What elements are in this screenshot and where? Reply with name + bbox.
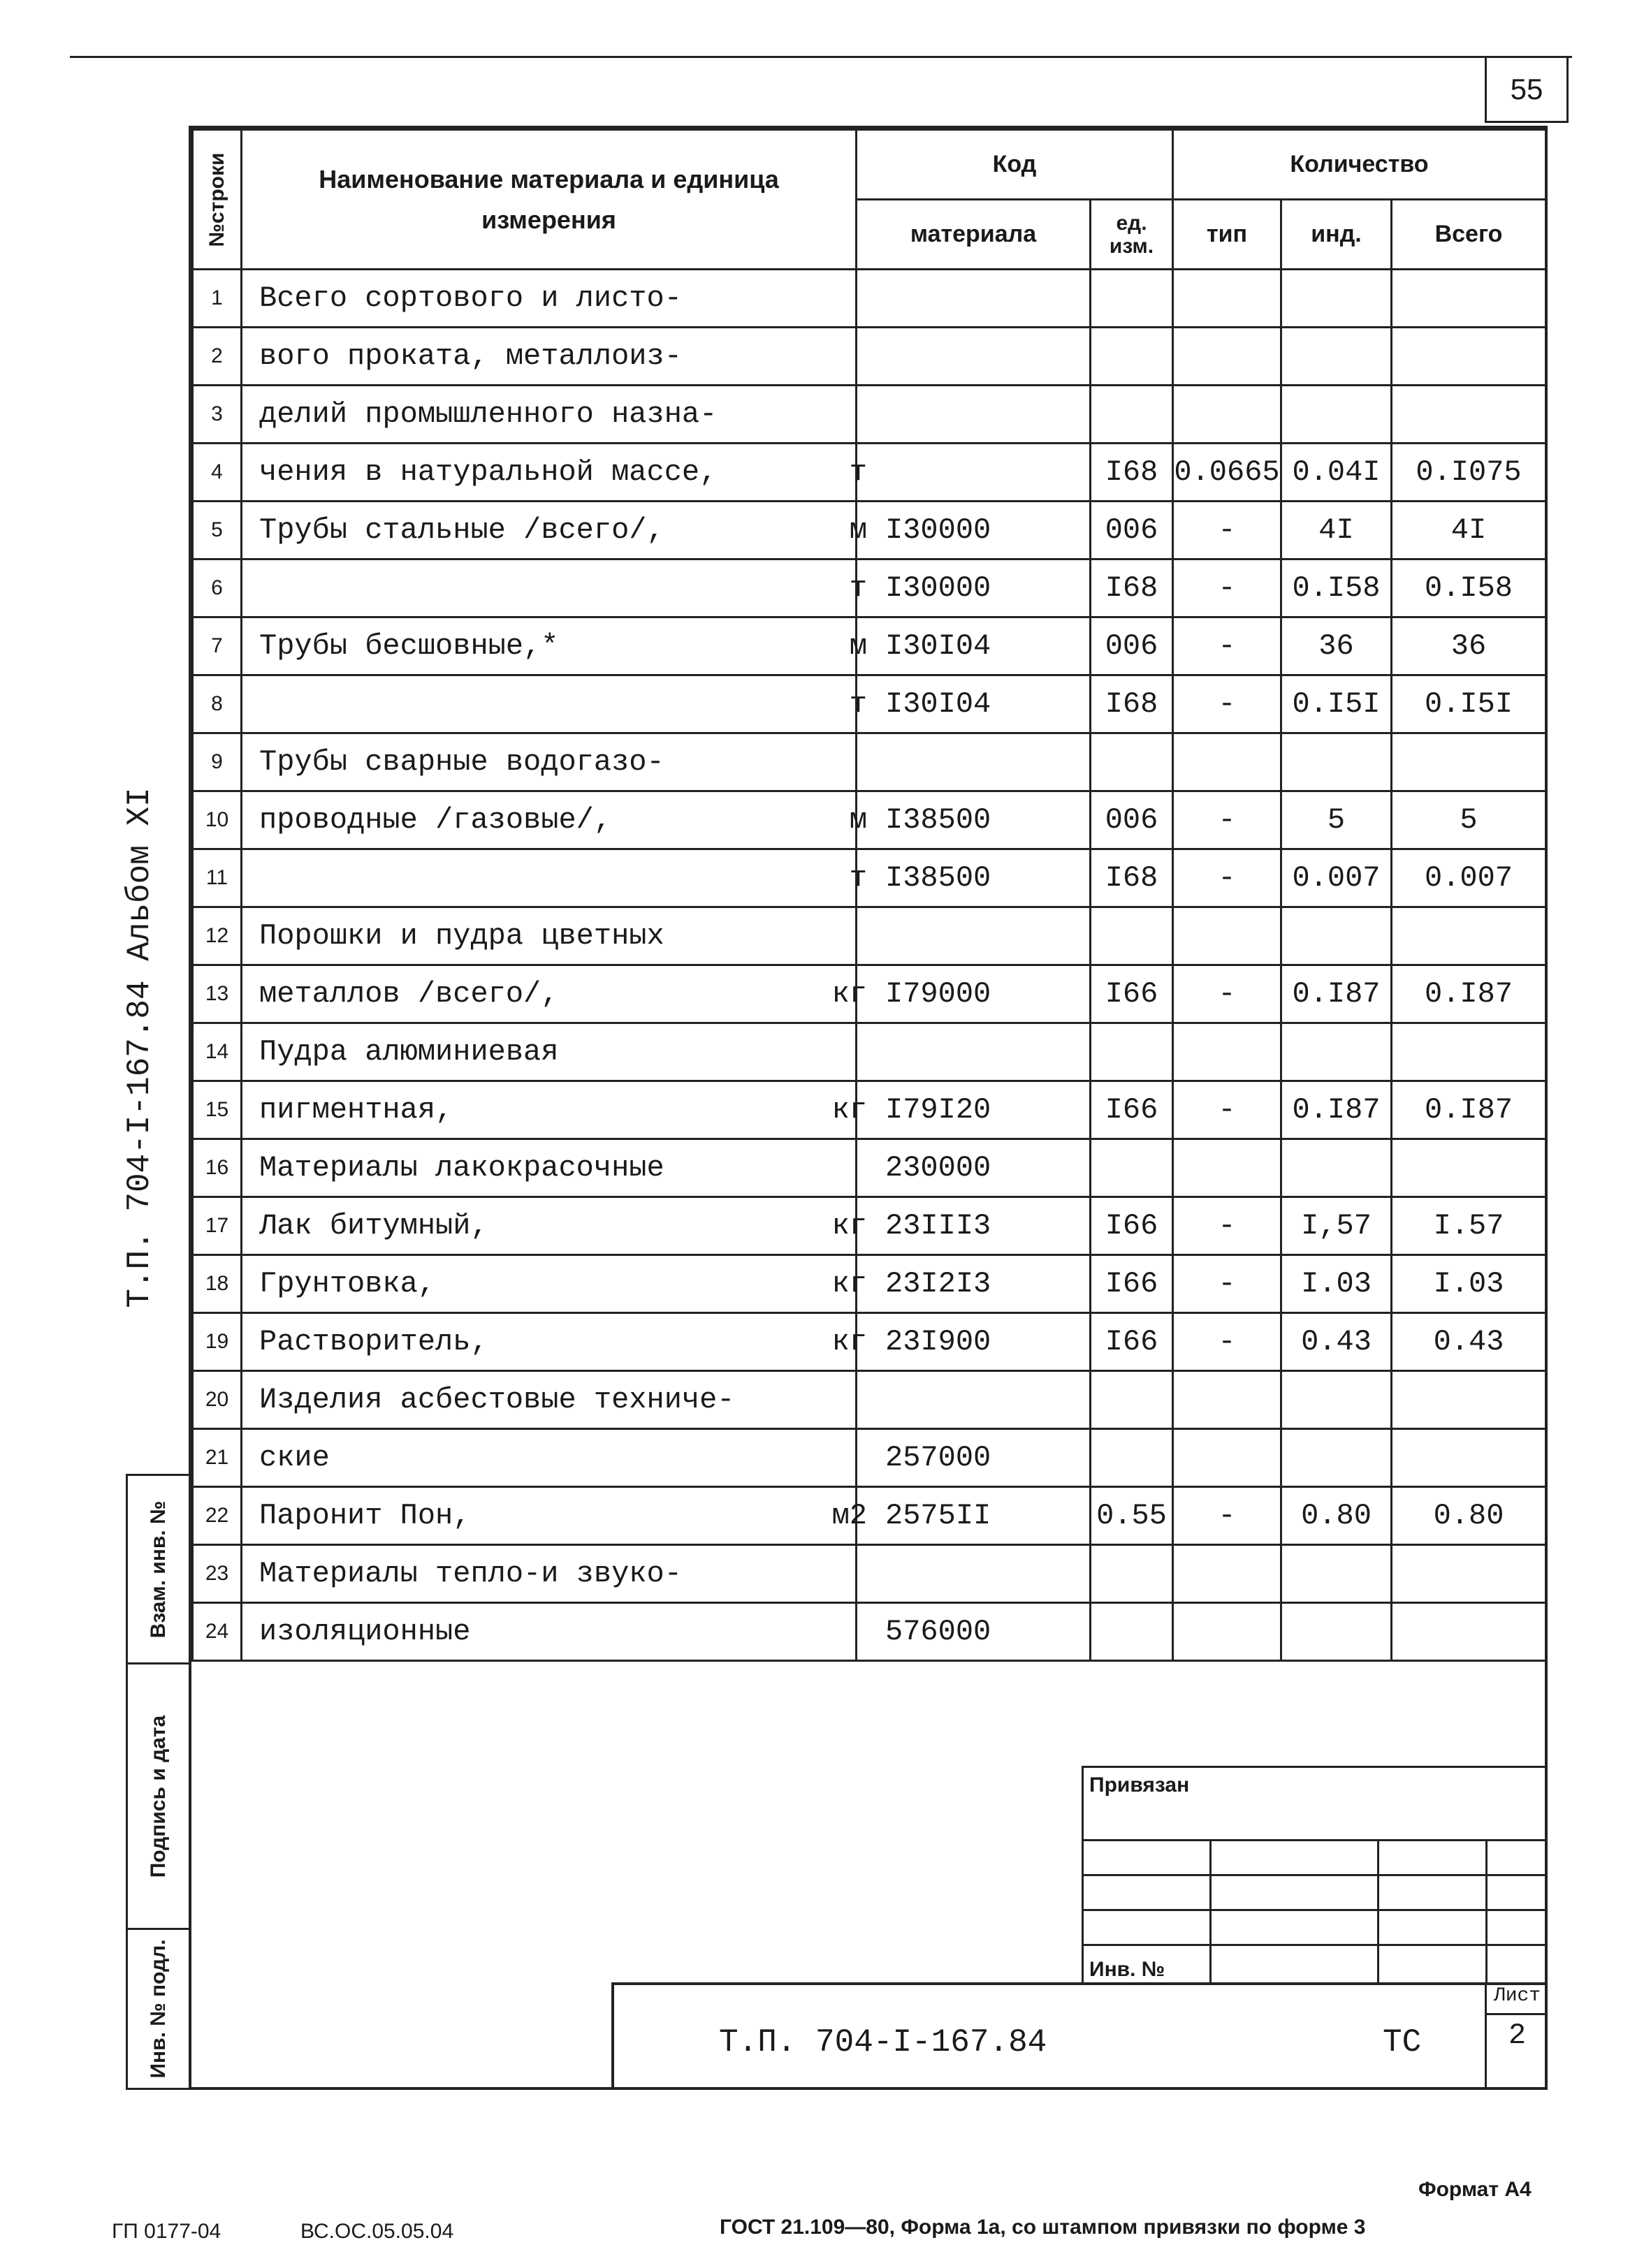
row-number: 17 — [193, 1197, 242, 1255]
footer-format: Формат А4 — [1418, 2178, 1532, 2201]
row-number: 3 — [193, 386, 242, 444]
header-qty-ind: инд. — [1281, 200, 1392, 270]
material-name: Трубы бесшовные,* — [259, 629, 559, 663]
row-number: 5 — [193, 502, 242, 559]
material-name: Всего сортового и листо- — [259, 281, 682, 315]
side-stamp-cell — [128, 1476, 189, 1665]
material-name-cell — [242, 1197, 867, 1255]
material-code: I30I04 — [857, 675, 1091, 733]
material-code — [857, 386, 1091, 444]
qty-type — [1173, 270, 1281, 328]
material-name-cell — [242, 1371, 857, 1429]
footer-left: ГП 0177-04 — [112, 2220, 221, 2243]
table-row — [193, 1139, 1546, 1197]
material-unit: кг — [831, 1267, 867, 1301]
row-number: 4 — [193, 444, 242, 502]
side-stamp-cell — [128, 1930, 189, 2088]
qty-type — [1173, 386, 1281, 444]
material-code: I30I04 — [857, 617, 1091, 675]
table-row — [193, 1081, 1546, 1139]
qty-type: - — [1173, 502, 1281, 559]
material-code — [857, 328, 1091, 386]
material-code — [857, 1545, 1091, 1603]
unit-code: I66 — [1091, 1197, 1173, 1255]
material-name-cell — [242, 386, 857, 444]
material-unit: м — [849, 629, 867, 663]
stamp-line — [1084, 1909, 1545, 1911]
binding-stamp-inv: Инв. № — [1089, 1958, 1165, 1981]
row-number: 20 — [193, 1371, 242, 1429]
material-name: чения в натуральной массе, — [259, 455, 718, 489]
material-code: 2575II — [857, 1487, 1091, 1545]
material-name: Материалы лакокрасочные — [259, 1151, 664, 1185]
row-number: 11 — [193, 849, 242, 907]
material-code: I79I20 — [857, 1081, 1091, 1139]
qty-type — [1173, 1545, 1281, 1603]
qty-total — [1392, 1429, 1546, 1487]
material-unit: т — [849, 455, 867, 489]
unit-code — [1091, 270, 1173, 328]
material-code: I30000 — [857, 559, 1091, 617]
qty-type: - — [1173, 791, 1281, 849]
unit-code — [1091, 907, 1173, 965]
table-row — [193, 502, 1546, 559]
material-code: I38500 — [857, 791, 1091, 849]
unit-code: I66 — [1091, 1313, 1173, 1371]
album-side-label-text: Т.П. 704-I-167.84 Альбом XI — [122, 787, 158, 1308]
qty-total: 0.I5I — [1392, 675, 1546, 733]
table-row — [193, 1197, 1546, 1255]
title-block — [611, 1982, 1545, 2090]
qty-ind: 4I — [1281, 502, 1392, 559]
qty-ind — [1281, 1023, 1392, 1081]
material-code: 576000 — [857, 1603, 1091, 1661]
row-number: 21 — [193, 1429, 242, 1487]
row-number: 7 — [193, 617, 242, 675]
qty-ind: 0.04I — [1281, 444, 1392, 502]
unit-code: I66 — [1091, 1081, 1173, 1139]
side-stamp-label: Инв. № подл. — [147, 1939, 170, 2079]
qty-ind: 0.I5I — [1281, 675, 1392, 733]
footer-right: ГОСТ 21.109—80, Форма 1а, со штампом привязки по форме 3 — [720, 2216, 1366, 2239]
sheet-number: 2 — [1508, 2019, 1527, 2052]
row-number: 22 — [193, 1487, 242, 1545]
qty-type: - — [1173, 1197, 1281, 1255]
unit-code — [1091, 1429, 1173, 1487]
qty-total — [1392, 1023, 1546, 1081]
qty-total: 4I — [1392, 502, 1546, 559]
material-name-cell — [242, 907, 857, 965]
stamp-line — [1209, 1839, 1212, 1984]
row-number: 10 — [193, 791, 242, 849]
row-number: 12 — [193, 907, 242, 965]
qty-total: 0.I87 — [1392, 965, 1546, 1023]
unit-code: I68 — [1091, 849, 1173, 907]
side-stamp-cell — [128, 1665, 189, 1930]
qty-ind — [1281, 328, 1392, 386]
table-row — [193, 559, 1546, 617]
unit-code: I68 — [1091, 444, 1173, 502]
qty-type: 0.0665 — [1173, 444, 1281, 502]
table-row — [193, 791, 1546, 849]
row-number: 8 — [193, 675, 242, 733]
table-row — [193, 965, 1546, 1023]
qty-ind — [1281, 1371, 1392, 1429]
material-name-cell — [242, 1255, 867, 1313]
material-unit: м — [849, 803, 867, 837]
qty-type — [1173, 1023, 1281, 1081]
table-row — [193, 1429, 1546, 1487]
material-name: ские — [259, 1441, 330, 1475]
qty-type: - — [1173, 849, 1281, 907]
material-name: металлов /всего/, — [259, 977, 559, 1011]
material-code: 257000 — [857, 1429, 1091, 1487]
table-row — [193, 328, 1546, 386]
unit-code — [1091, 733, 1173, 791]
material-unit: м2 — [831, 1499, 867, 1532]
material-name: Материалы тепло-и звуко- — [259, 1557, 682, 1590]
qty-total: 0.I87 — [1392, 1081, 1546, 1139]
unit-code — [1091, 1023, 1173, 1081]
material-code — [857, 907, 1091, 965]
material-name: Трубы стальные /всего/, — [259, 513, 664, 547]
table-row — [193, 1255, 1546, 1313]
qty-type: - — [1173, 1255, 1281, 1313]
table-row — [193, 675, 1546, 733]
qty-total: 5 — [1392, 791, 1546, 849]
qty-total: 36 — [1392, 617, 1546, 675]
qty-total — [1392, 270, 1546, 328]
qty-ind — [1281, 1603, 1392, 1661]
qty-total — [1392, 1545, 1546, 1603]
qty-type: - — [1173, 1487, 1281, 1545]
table-row — [193, 270, 1546, 328]
sheet-box — [1485, 1985, 1548, 2090]
material-name-cell — [242, 1313, 867, 1371]
material-unit: м — [849, 513, 867, 547]
row-number: 16 — [193, 1139, 242, 1197]
material-name-cell — [242, 559, 867, 617]
table-row — [193, 1603, 1546, 1661]
table-row — [193, 1313, 1546, 1371]
title-block-doc: ТС — [1383, 2024, 1422, 2061]
qty-ind: 0.007 — [1281, 849, 1392, 907]
material-name-cell — [242, 675, 867, 733]
material-name-cell — [242, 270, 857, 328]
material-unit: кг — [831, 1325, 867, 1359]
qty-type — [1173, 1371, 1281, 1429]
row-number: 6 — [193, 559, 242, 617]
qty-type: - — [1173, 1081, 1281, 1139]
qty-ind: I,57 — [1281, 1197, 1392, 1255]
side-stamp-label: Подпись и дата — [147, 1715, 170, 1878]
stamp-line — [1377, 1839, 1379, 1984]
material-unit: кг — [831, 1093, 867, 1127]
qty-ind: 0.I87 — [1281, 965, 1392, 1023]
material-name-cell — [242, 1023, 857, 1081]
qty-total — [1392, 386, 1546, 444]
qty-total: 0.80 — [1392, 1487, 1546, 1545]
material-name-cell — [242, 1545, 857, 1603]
materials-table — [191, 129, 1547, 1662]
unit-code: 006 — [1091, 617, 1173, 675]
qty-total: I.57 — [1392, 1197, 1546, 1255]
qty-type — [1173, 733, 1281, 791]
stamp-line — [1084, 1839, 1545, 1841]
side-stamp — [126, 1474, 191, 2090]
material-code: 23I2I3 — [857, 1255, 1091, 1313]
qty-type: - — [1173, 965, 1281, 1023]
header-row-number-text: №строки — [205, 152, 228, 247]
material-name: изоляционные — [259, 1615, 471, 1648]
material-code — [857, 444, 1091, 502]
qty-ind — [1281, 907, 1392, 965]
material-code: I38500 — [857, 849, 1091, 907]
unit-code: I68 — [1091, 675, 1173, 733]
header-material-name: Наименование материала и единица измерения — [242, 130, 857, 270]
header-code-group: Код — [857, 130, 1173, 200]
page-number: 55 — [1485, 56, 1569, 123]
row-number: 15 — [193, 1081, 242, 1139]
material-unit: т — [849, 861, 867, 895]
row-number: 13 — [193, 965, 242, 1023]
table-row — [193, 907, 1546, 965]
header-code-material: материала — [857, 200, 1091, 270]
row-number: 19 — [193, 1313, 242, 1371]
qty-ind: 36 — [1281, 617, 1392, 675]
qty-ind — [1281, 1545, 1392, 1603]
binding-stamp-title: Привязан — [1089, 1773, 1190, 1797]
unit-code: 006 — [1091, 502, 1173, 559]
table-row — [193, 849, 1546, 907]
material-code: 230000 — [857, 1139, 1091, 1197]
material-name: Паронит Пон, — [259, 1499, 471, 1532]
qty-ind: 5 — [1281, 791, 1392, 849]
stamp-line — [1084, 1944, 1545, 1946]
material-code: I30000 — [857, 502, 1091, 559]
material-name-cell — [242, 444, 867, 502]
table-row — [193, 733, 1546, 791]
qty-total: 0.I075 — [1392, 444, 1546, 502]
row-number: 14 — [193, 1023, 242, 1081]
qty-type — [1173, 328, 1281, 386]
material-name-cell — [242, 1603, 857, 1661]
binding-stamp — [1082, 1766, 1545, 1982]
qty-type: - — [1173, 675, 1281, 733]
unit-code — [1091, 386, 1173, 444]
material-name-cell — [242, 791, 867, 849]
material-name: проводные /газовые/, — [259, 803, 612, 837]
row-number: 2 — [193, 328, 242, 386]
qty-total — [1392, 1371, 1546, 1429]
unit-code: I68 — [1091, 559, 1173, 617]
material-name-cell — [242, 1081, 867, 1139]
header-row-number — [193, 130, 242, 270]
material-name-cell — [242, 965, 867, 1023]
table-row — [193, 1023, 1546, 1081]
qty-ind — [1281, 386, 1392, 444]
material-code: I79000 — [857, 965, 1091, 1023]
material-name: Порошки и пудра цветных — [259, 919, 664, 953]
qty-ind — [1281, 270, 1392, 328]
material-unit: кг — [831, 1209, 867, 1243]
qty-total — [1392, 733, 1546, 791]
unit-code: 0.55 — [1091, 1487, 1173, 1545]
qty-type: - — [1173, 559, 1281, 617]
qty-ind: 0.I87 — [1281, 1081, 1392, 1139]
qty-total: 0.43 — [1392, 1313, 1546, 1371]
table-row — [193, 1545, 1546, 1603]
album-side-label — [105, 787, 175, 1308]
unit-code — [1091, 1371, 1173, 1429]
row-number: 23 — [193, 1545, 242, 1603]
material-name-cell — [242, 502, 867, 559]
header-code-unit: ед. изм. — [1091, 200, 1173, 270]
material-name: Лак битумный, — [259, 1209, 488, 1243]
unit-code — [1091, 1139, 1173, 1197]
material-name-cell — [242, 1487, 867, 1545]
qty-ind: 0.80 — [1281, 1487, 1392, 1545]
row-number: 18 — [193, 1255, 242, 1313]
material-code — [857, 270, 1091, 328]
title-block-code: Т.П. 704-I-167.84 — [719, 2024, 1047, 2061]
row-number: 9 — [193, 733, 242, 791]
material-code: 23I900 — [857, 1313, 1091, 1371]
unit-code — [1091, 1545, 1173, 1603]
qty-total — [1392, 907, 1546, 965]
material-name: Растворитель, — [259, 1325, 488, 1359]
material-name: делий промышленного назна- — [259, 397, 718, 431]
qty-ind — [1281, 733, 1392, 791]
material-name: пигментная, — [259, 1093, 453, 1127]
stamp-line — [1485, 1839, 1488, 1984]
qty-total: 0.I58 — [1392, 559, 1546, 617]
material-code: 23III3 — [857, 1197, 1091, 1255]
header-quantity-group: Количество — [1173, 130, 1546, 200]
material-name-cell — [242, 328, 857, 386]
unit-code: 006 — [1091, 791, 1173, 849]
table-row — [193, 1487, 1546, 1545]
material-name: вого проката, металлоиз- — [259, 339, 682, 373]
unit-code: I66 — [1091, 1255, 1173, 1313]
material-name: Грунтовка, — [259, 1267, 436, 1301]
qty-total: I.03 — [1392, 1255, 1546, 1313]
row-number: 24 — [193, 1603, 242, 1661]
qty-type — [1173, 907, 1281, 965]
top-rule — [70, 56, 1572, 58]
qty-type: - — [1173, 1313, 1281, 1371]
qty-ind — [1281, 1429, 1392, 1487]
table-row — [193, 1371, 1546, 1429]
qty-total: 0.007 — [1392, 849, 1546, 907]
footer-mid: ВС.ОС.05.05.04 — [300, 2220, 454, 2243]
sheet-label: Лист — [1487, 1985, 1548, 2015]
material-code — [857, 1371, 1091, 1429]
material-name-cell — [242, 1429, 857, 1487]
material-code — [857, 733, 1091, 791]
unit-code: I66 — [1091, 965, 1173, 1023]
table-row — [193, 617, 1546, 675]
qty-type — [1173, 1429, 1281, 1487]
qty-ind: I.03 — [1281, 1255, 1392, 1313]
qty-type — [1173, 1139, 1281, 1197]
stamp-line — [1084, 1874, 1545, 1876]
material-name: Трубы сварные водогазо- — [259, 745, 664, 779]
unit-code — [1091, 328, 1173, 386]
material-code — [857, 1023, 1091, 1081]
header-qty-total: Всего — [1392, 200, 1546, 270]
qty-ind: 0.43 — [1281, 1313, 1392, 1371]
table-row — [193, 444, 1546, 502]
material-name-cell — [242, 733, 857, 791]
material-unit: кг — [831, 977, 867, 1011]
table-row — [193, 386, 1546, 444]
material-name: Изделия асбестовые техниче- — [259, 1383, 735, 1417]
qty-total — [1392, 1603, 1546, 1661]
material-name-cell — [242, 1139, 857, 1197]
qty-type: - — [1173, 617, 1281, 675]
side-stamp-label: Взам. инв. № — [147, 1500, 170, 1638]
qty-ind — [1281, 1139, 1392, 1197]
material-unit: т — [849, 687, 867, 721]
row-number: 1 — [193, 270, 242, 328]
material-name-cell — [242, 617, 867, 675]
qty-total — [1392, 328, 1546, 386]
qty-total — [1392, 1139, 1546, 1197]
unit-code — [1091, 1603, 1173, 1661]
material-name-cell — [242, 849, 867, 907]
header-qty-type: тип — [1173, 200, 1281, 270]
qty-ind: 0.I58 — [1281, 559, 1392, 617]
material-name: Пудра алюминиевая — [259, 1035, 559, 1069]
qty-type — [1173, 1603, 1281, 1661]
material-unit: т — [849, 571, 867, 605]
